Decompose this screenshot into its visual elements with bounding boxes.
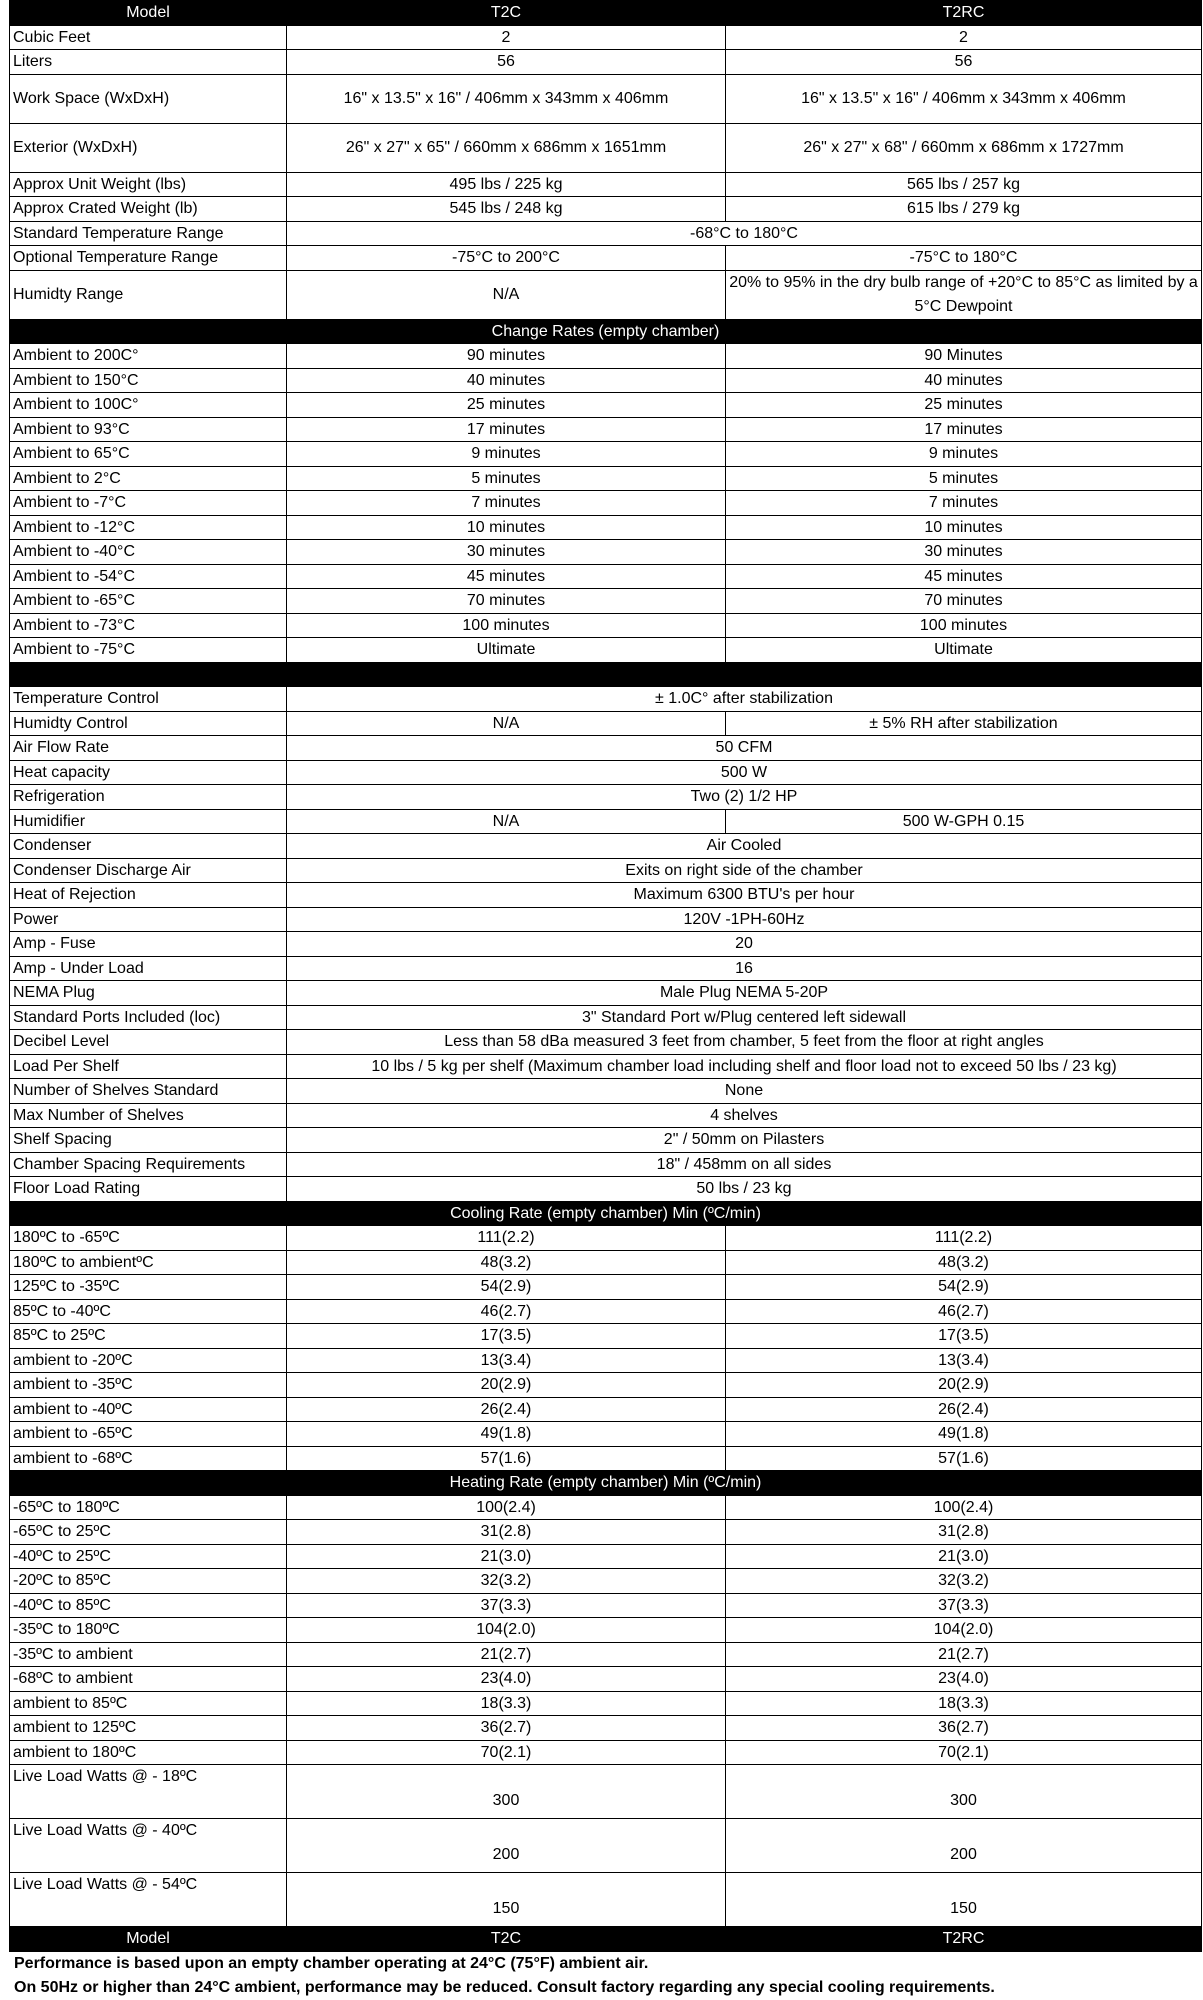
table-row [10,1642,1202,1667]
row-value-both: Air Cooled [287,834,1202,859]
row-value-both: Maximum 6300 BTU's per hour [287,883,1202,908]
row-label: Liters [10,50,287,75]
row-value-t2rc: 48(3.2) [726,1250,1202,1275]
row-value-t2rc: 111(2.2) [726,1226,1202,1251]
table-row [10,1275,1202,1300]
row-value-t2rc: 615 lbs / 279 kg [726,197,1202,222]
spec-table [9,0,1202,1952]
section-divider [10,662,1202,687]
table-row [10,589,1202,614]
table-row [10,491,1202,516]
change-rates-header [10,319,1202,344]
footnotes [14,1952,995,2000]
table-row [10,1128,1202,1153]
table-row [10,1324,1202,1349]
row-value-t2rc: 20% to 95% in the dry bulb range of +20°C to 85°C as limited by a 5°C Dewpoint [726,270,1202,319]
table-row [10,417,1202,442]
row-value-t2c: Ultimate [287,638,726,663]
row-value-t2c: 5 minutes [287,466,726,491]
row-label: Exterior (WxDxH) [10,123,287,172]
table-row [10,515,1202,540]
row-value-t2rc: 26(2.4) [726,1397,1202,1422]
row-label: Live Load Watts @ - 54ºC [10,1873,287,1927]
footer-model-label: Model [10,1927,287,1952]
row-value-t2c: 18(3.3) [287,1691,726,1716]
row-label: ambient to -20ºC [10,1348,287,1373]
row-label: Ambient to -73°C [10,613,287,638]
footer-t2c: T2C [287,1927,726,1952]
row-value-t2rc: 54(2.9) [726,1275,1202,1300]
row-value-t2rc: 500 W-GPH 0.15 [726,809,1202,834]
row-label: Ambient to -65°C [10,589,287,614]
row-value-both: Male Plug NEMA 5-20P [287,981,1202,1006]
row-value-t2rc: 300 [726,1765,1202,1819]
table-row [10,466,1202,491]
table-row [10,172,1202,197]
row-value-t2rc: 16" x 13.5" x 16" / 406mm x 343mm x 406mm [726,74,1202,123]
row-label: Refrigeration [10,785,287,810]
row-label: -40ºC to 25ºC [10,1544,287,1569]
table-row [10,25,1202,50]
row-value-t2rc: 45 minutes [726,564,1202,589]
row-label: Ambient to -75°C [10,638,287,663]
row-label: ambient to 125ºC [10,1716,287,1741]
row-label: Ambient to 100C° [10,393,287,418]
row-value-t2rc: 70 minutes [726,589,1202,614]
row-value-t2rc: 10 minutes [726,515,1202,540]
row-value-t2rc: 32(3.2) [726,1569,1202,1594]
row-value-t2c: 90 minutes [287,344,726,369]
table-row [10,564,1202,589]
row-value-t2c: 70(2.1) [287,1740,726,1765]
table-row [10,1716,1202,1741]
table-row [10,1299,1202,1324]
row-label: Cubic Feet [10,25,287,50]
row-value-t2c: 16" x 13.5" x 16" / 406mm x 343mm x 406mm [287,74,726,123]
table-row [10,1103,1202,1128]
table-row [10,1819,1202,1873]
table-row [10,907,1202,932]
row-label: NEMA Plug [10,981,287,1006]
table-row [10,687,1202,712]
row-label: Air Flow Rate [10,736,287,761]
table-row [10,809,1202,834]
row-label: 180ºC to ambientºC [10,1250,287,1275]
row-label: Ambient to 150°C [10,368,287,393]
row-label: -20ºC to 85ºC [10,1569,287,1594]
row-value-t2c: 17(3.5) [287,1324,726,1349]
row-label: Humidty Range [10,270,287,319]
row-value-t2rc: 7 minutes [726,491,1202,516]
row-value-t2c: 9 minutes [287,442,726,467]
row-label: Ambient to -7°C [10,491,287,516]
table-row [10,785,1202,810]
row-value-both: 16 [287,956,1202,981]
table-row [10,736,1202,761]
row-label: -65ºC to 180ºC [10,1495,287,1520]
table-row [10,1495,1202,1520]
row-label: Ambient to 200C° [10,344,287,369]
table-row [10,858,1202,883]
table-row [10,1740,1202,1765]
row-value-t2c: N/A [287,809,726,834]
row-value-t2c: 545 lbs / 248 kg [287,197,726,222]
cooling-rate-header-title: Cooling Rate (empty chamber) Min (ºC/min) [10,1201,1202,1226]
table-row [10,760,1202,785]
table-row [10,221,1202,246]
row-label: Ambient to 65°C [10,442,287,467]
row-value-t2c: 45 minutes [287,564,726,589]
table-row [10,1079,1202,1104]
table-row [10,1765,1202,1819]
table-row [10,393,1202,418]
row-label: Chamber Spacing Requirements [10,1152,287,1177]
row-value-t2c: 30 minutes [287,540,726,565]
row-label: Ambient to 93°C [10,417,287,442]
row-value-t2rc: 90 Minutes [726,344,1202,369]
row-value-t2rc: 26" x 27" x 68" / 660mm x 686mm x 1727mm [726,123,1202,172]
row-label: Work Space (WxDxH) [10,74,287,123]
row-value-t2rc: 30 minutes [726,540,1202,565]
row-label: Live Load Watts @ - 40ºC [10,1819,287,1873]
row-value-t2rc: 2 [726,25,1202,50]
row-value-both: 3" Standard Port w/Plug centered left sidewall [287,1005,1202,1030]
table-row [10,711,1202,736]
row-value-t2rc: 100 minutes [726,613,1202,638]
header-t2c: T2C [287,1,726,26]
row-value-t2c: 40 minutes [287,368,726,393]
row-value-both: 2" / 50mm on Pilasters [287,1128,1202,1153]
row-label: Humidty Control [10,711,287,736]
section-divider-cell [10,662,1202,687]
row-value-t2c: 200 [287,1819,726,1873]
row-value-t2c: 49(1.8) [287,1422,726,1447]
row-value-both: Two (2) 1/2 HP [287,785,1202,810]
row-value-t2c: 20(2.9) [287,1373,726,1398]
table-row [10,1873,1202,1927]
row-label: -35ºC to 180ºC [10,1618,287,1643]
row-value-t2rc: 9 minutes [726,442,1202,467]
row-value-t2c: 48(3.2) [287,1250,726,1275]
row-value-both: -68°C to 180°C [287,221,1202,246]
row-label: Decibel Level [10,1030,287,1055]
change-rates-header-title: Change Rates (empty chamber) [10,319,1202,344]
row-value-t2c: 2 [287,25,726,50]
row-value-t2c: 7 minutes [287,491,726,516]
row-value-t2rc: 13(3.4) [726,1348,1202,1373]
row-value-t2c: 100 minutes [287,613,726,638]
row-value-t2rc: 20(2.9) [726,1373,1202,1398]
row-value-t2rc: 49(1.8) [726,1422,1202,1447]
row-value-t2c: 300 [287,1765,726,1819]
row-value-both: Exits on right side of the chamber [287,858,1202,883]
row-value-t2rc: 21(3.0) [726,1544,1202,1569]
table-row [10,1177,1202,1202]
row-label: Ambient to -54°C [10,564,287,589]
row-value-t2rc: 70(2.1) [726,1740,1202,1765]
row-value-t2rc: 25 minutes [726,393,1202,418]
table-row [10,246,1202,271]
table-row [10,1446,1202,1471]
table-row [10,368,1202,393]
row-value-t2rc: 17(3.5) [726,1324,1202,1349]
row-label: 125ºC to -35ºC [10,1275,287,1300]
table-row [10,1373,1202,1398]
row-value-t2c: 46(2.7) [287,1299,726,1324]
row-value-t2c: 21(2.7) [287,1642,726,1667]
row-value-both: None [287,1079,1202,1104]
table-row [10,932,1202,957]
table-row [10,123,1202,172]
table-row [10,1544,1202,1569]
row-value-t2c: 31(2.8) [287,1520,726,1545]
row-value-t2rc: 17 minutes [726,417,1202,442]
row-value-t2rc: 36(2.7) [726,1716,1202,1741]
cooling-rate-header [10,1201,1202,1226]
row-value-both: 50 CFM [287,736,1202,761]
table-row [10,1348,1202,1373]
row-value-t2rc: 104(2.0) [726,1618,1202,1643]
row-label: Ambient to -12°C [10,515,287,540]
row-label: Approx Unit Weight (lbs) [10,172,287,197]
table-row [10,50,1202,75]
row-label: ambient to -65ºC [10,1422,287,1447]
row-label: Approx Crated Weight (lb) [10,197,287,222]
row-value-t2c: -75°C to 200°C [287,246,726,271]
row-value-t2rc: 18(3.3) [726,1691,1202,1716]
row-label: ambient to -40ºC [10,1397,287,1422]
row-value-t2rc: 150 [726,1873,1202,1927]
row-label: -35ºC to ambient [10,1642,287,1667]
row-value-t2c: 36(2.7) [287,1716,726,1741]
row-label: Max Number of Shelves [10,1103,287,1128]
row-label: Condenser Discharge Air [10,858,287,883]
row-value-t2c: 150 [287,1873,726,1927]
row-value-t2c: 54(2.9) [287,1275,726,1300]
row-value-t2rc: 57(1.6) [726,1446,1202,1471]
row-label: 85ºC to 25ºC [10,1324,287,1349]
row-value-t2c: 100(2.4) [287,1495,726,1520]
table-row [10,883,1202,908]
row-label: Optional Temperature Range [10,246,287,271]
row-label: Ambient to 2°C [10,466,287,491]
table-row [10,197,1202,222]
row-value-t2rc: 5 minutes [726,466,1202,491]
row-value-both: ± 1.0C° after stabilization [287,687,1202,712]
header-model-label: Model [10,1,287,26]
row-label: Condenser [10,834,287,859]
row-value-t2c: 23(4.0) [287,1667,726,1692]
table-row [10,1520,1202,1545]
table-row [10,1691,1202,1716]
row-value-t2rc: 31(2.8) [726,1520,1202,1545]
row-label: Amp - Fuse [10,932,287,957]
row-value-t2c: 26(2.4) [287,1397,726,1422]
table-row [10,1593,1202,1618]
row-value-t2c: 10 minutes [287,515,726,540]
table-row [10,834,1202,859]
row-value-t2rc: 40 minutes [726,368,1202,393]
table-row [10,1054,1202,1079]
table-row [10,981,1202,1006]
row-label: Standard Ports Included (loc) [10,1005,287,1030]
row-label: -68ºC to ambient [10,1667,287,1692]
row-label: Load Per Shelf [10,1054,287,1079]
row-label: -40ºC to 85ºC [10,1593,287,1618]
row-value-t2rc: 565 lbs / 257 kg [726,172,1202,197]
row-value-t2rc: Ultimate [726,638,1202,663]
table-row [10,613,1202,638]
row-value-t2c: 32(3.2) [287,1569,726,1594]
row-value-both: 50 lbs / 23 kg [287,1177,1202,1202]
table-row [10,1030,1202,1055]
row-value-t2rc: 100(2.4) [726,1495,1202,1520]
row-value-t2c: 57(1.6) [287,1446,726,1471]
row-value-t2rc: 37(3.3) [726,1593,1202,1618]
row-label: Ambient to -40°C [10,540,287,565]
header-row [10,1,1202,26]
footer-model-row [10,1927,1202,1952]
table-row [10,442,1202,467]
row-value-t2rc: 56 [726,50,1202,75]
row-value-t2c: 26" x 27" x 65" / 660mm x 686mm x 1651mm [287,123,726,172]
table-row [10,1226,1202,1251]
row-label: Heat capacity [10,760,287,785]
row-value-both: 20 [287,932,1202,957]
table-row [10,74,1202,123]
row-value-both: 10 lbs / 5 kg per shelf (Maximum chamber load including shelf and floor load not to exceed 50 lbs / 23 kg) [287,1054,1202,1079]
footnote-performance: Performance is based upon an empty chamber operating at 24°C (75°F) ambient air. [14,1955,649,1972]
table-row [10,1397,1202,1422]
row-value-t2c: 70 minutes [287,589,726,614]
row-value-t2c: 56 [287,50,726,75]
footer-t2rc: T2RC [726,1927,1202,1952]
row-label: 85ºC to -40ºC [10,1299,287,1324]
row-value-t2c: 17 minutes [287,417,726,442]
row-label: ambient to 85ºC [10,1691,287,1716]
row-value-t2rc: -75°C to 180°C [726,246,1202,271]
row-value-t2c: N/A [287,711,726,736]
row-label: Live Load Watts @ - 18ºC [10,1765,287,1819]
row-value-t2c: N/A [287,270,726,319]
row-value-t2c: 25 minutes [287,393,726,418]
row-label: Humidifier [10,809,287,834]
row-value-both: 500 W [287,760,1202,785]
row-value-t2c: 37(3.3) [287,1593,726,1618]
row-label: ambient to -68ºC [10,1446,287,1471]
row-label: Number of Shelves Standard [10,1079,287,1104]
table-row [10,1422,1202,1447]
row-label: Shelf Spacing [10,1128,287,1153]
table-row [10,1152,1202,1177]
table-row [10,1618,1202,1643]
row-value-t2c: 495 lbs / 225 kg [287,172,726,197]
table-row [10,1569,1202,1594]
table-row [10,540,1202,565]
header-t2rc: T2RC [726,1,1202,26]
row-label: Standard Temperature Range [10,221,287,246]
row-label: -65ºC to 25ºC [10,1520,287,1545]
row-value-both: 4 shelves [287,1103,1202,1128]
footnote-50hz: On 50Hz or higher than 24°C ambient, performance may be reduced. Consult factory regarding any special cooling requirements. [14,1979,995,1996]
row-label: ambient to -35ºC [10,1373,287,1398]
table-row [10,638,1202,663]
row-value-t2c: 21(3.0) [287,1544,726,1569]
table-row [10,1667,1202,1692]
table-row [10,956,1202,981]
row-value-t2rc: ± 5% RH after stabilization [726,711,1202,736]
row-value-t2c: 13(3.4) [287,1348,726,1373]
row-value-t2rc: 23(4.0) [726,1667,1202,1692]
row-label: Heat of Rejection [10,883,287,908]
table-row [10,1005,1202,1030]
table-row [10,344,1202,369]
row-label: Power [10,907,287,932]
row-label: ambient to 180ºC [10,1740,287,1765]
heating-rate-header-title: Heating Rate (empty chamber) Min (ºC/min) [10,1471,1202,1496]
table-row [10,270,1202,319]
row-label: Temperature Control [10,687,287,712]
heating-rate-header [10,1471,1202,1496]
row-value-t2rc: 46(2.7) [726,1299,1202,1324]
row-value-t2rc: 21(2.7) [726,1642,1202,1667]
row-value-both: 120V -1PH-60Hz [287,907,1202,932]
row-value-both: Less than 58 dBa measured 3 feet from chamber, 5 feet from the floor at right angles [287,1030,1202,1055]
row-value-t2c: 104(2.0) [287,1618,726,1643]
row-label: Amp - Under Load [10,956,287,981]
row-label: 180ºC to -65ºC [10,1226,287,1251]
row-value-t2rc: 200 [726,1819,1202,1873]
table-row [10,1250,1202,1275]
row-label: Floor Load Rating [10,1177,287,1202]
row-value-t2c: 111(2.2) [287,1226,726,1251]
row-value-both: 18" / 458mm on all sides [287,1152,1202,1177]
